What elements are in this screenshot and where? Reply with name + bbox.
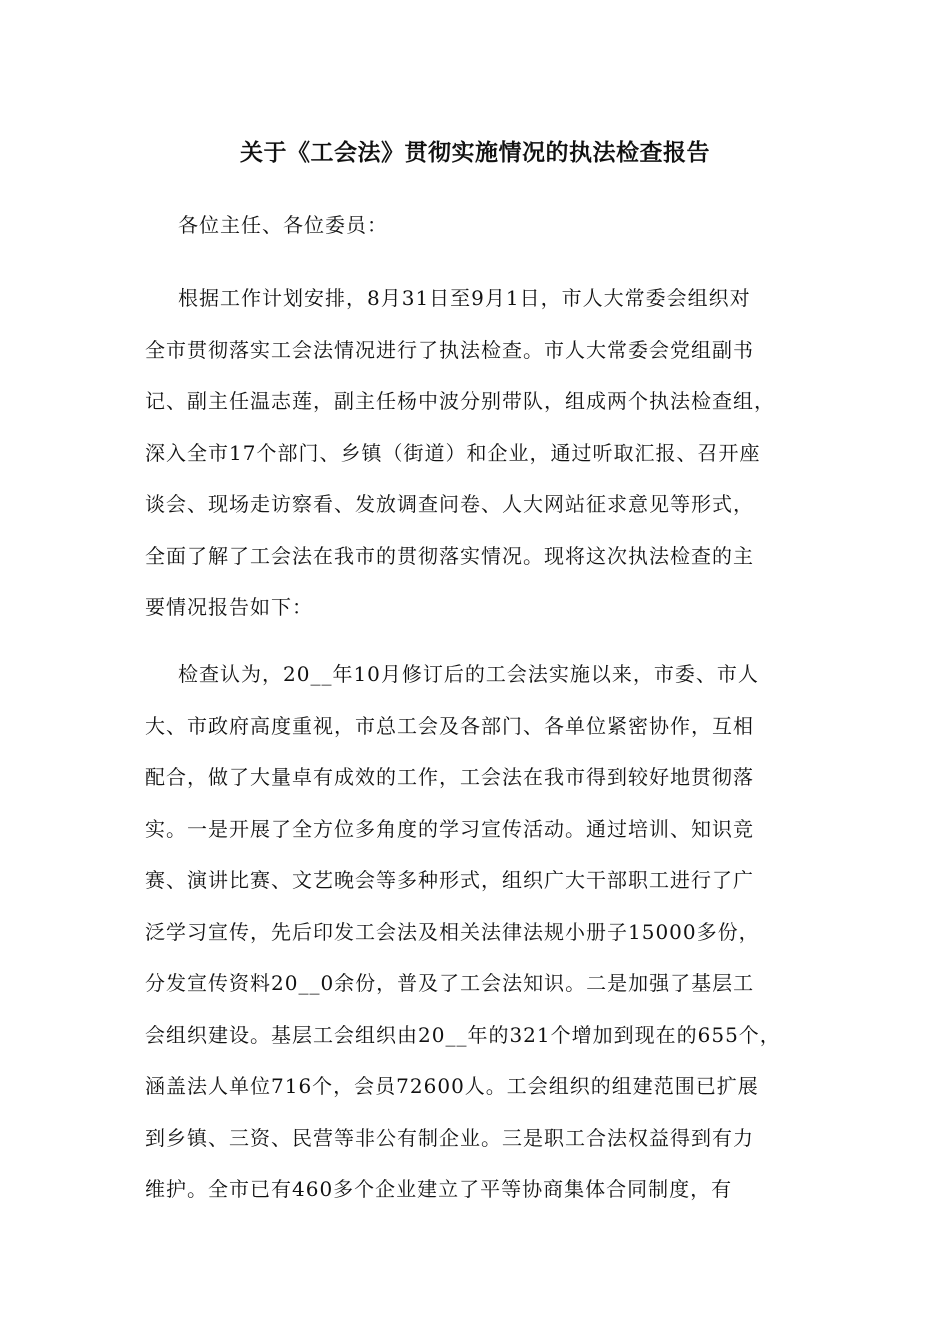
paragraph-line: 赛、演讲比赛、文艺晚会等多种形式，组织广大干部职工进行了广 (145, 868, 754, 892)
paragraph-line: 记、副主任温志莲，副主任杨中波分别带队，组成两个执法检查组， (145, 389, 775, 413)
paragraph-line: 到乡镇、三资、民营等非公有制企业。三是职工合法权益得到有力 (145, 1125, 754, 1150)
paragraph-line: 涵盖法人单位716个，会员72600人。工会组织的组建范围已扩展 (145, 1074, 759, 1098)
document-title: 关于《工会法》贯彻实施情况的执法检查报告 (240, 139, 710, 166)
paragraph-line: 根据工作计划安排，8月31日至9月1日，市人大常委会组织对 (178, 286, 751, 310)
paragraph-line: 检查认为，20__年10月修订后的工会法实施以来，市委、市人 (178, 662, 759, 686)
paragraph-line: 实。一是开展了全方位多角度的学习宣传活动。通过培训、知识竞 (145, 816, 754, 841)
salutation: 各位主任、各位委员： (178, 213, 388, 237)
paragraph-line: 要情况报告如下： (145, 595, 313, 619)
paragraph-line: 配合，做了大量卓有成效的工作，工会法在我市得到较好地贯彻落 (145, 765, 754, 789)
paragraph-line: 深入全市17个部门、乡镇（街道）和企业，通过听取汇报、召开座 (145, 440, 761, 465)
paragraph-line: 谈会、现场走访察看、发放调查问卷、人大网站征求意见等形式， (145, 492, 754, 516)
paragraph-2 (145, 654, 825, 1221)
paragraph-line: 泛学习宣传，先后印发工会法及相关法律法规小册子15000多份， (145, 919, 760, 944)
paragraph-line: 大、市政府高度重视，市总工会及各部门、各单位紧密协作，互相 (145, 713, 754, 738)
paragraph-line: 会组织建设。基层工会组织由20__年的321个增加到现在的655个， (145, 1022, 781, 1047)
paragraph-1 (145, 278, 825, 639)
paragraph-line: 分发宣传资料20__0余份，普及了工会法知识。二是加强了基层工 (145, 971, 755, 995)
paragraph-line: 全市贯彻落实工会法情况进行了执法检查。市人大常委会党组副书 (145, 337, 754, 362)
paragraph-line: 维护。全市已有460多个企业建立了平等协商集体合同制度，有 (145, 1177, 733, 1201)
paragraph-line: 全面了解了工会法在我市的贯彻落实情况。现将这次执法检查的主 (145, 543, 754, 568)
